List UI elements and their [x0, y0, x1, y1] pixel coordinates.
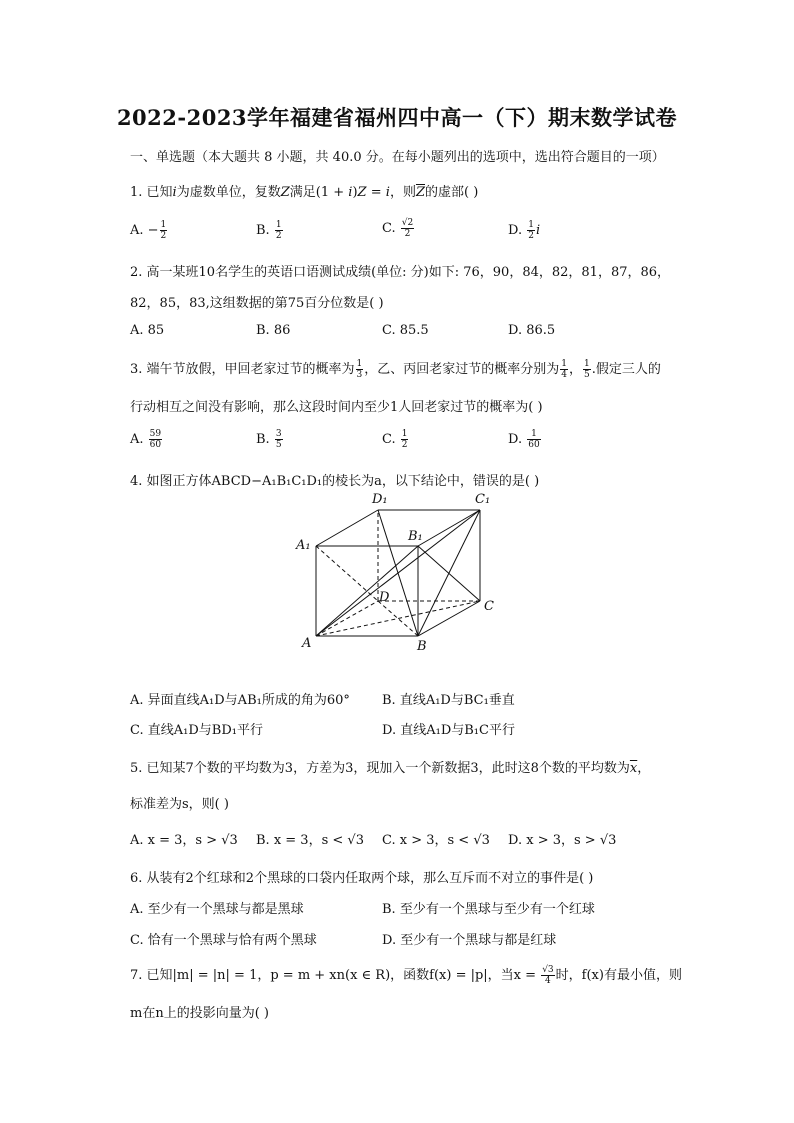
q3-part: .假定三人的: [591, 362, 661, 377]
label-C: C: [484, 599, 494, 614]
q7-part: 时，f(x)有最小值，则: [555, 968, 682, 983]
fraction: [401, 218, 414, 239]
q1-part: 的虚部( ): [425, 185, 479, 200]
q5-option-c[interactable]: C. x > 3，s < √3: [382, 833, 490, 848]
fraction: [160, 220, 168, 241]
numerator: 1: [401, 429, 408, 439]
numerator: 1: [527, 429, 540, 440]
q1-var: i: [385, 185, 390, 200]
fraction: [527, 429, 540, 450]
q1-var: i: [348, 185, 353, 200]
fraction: [527, 220, 535, 241]
q2-option-d[interactable]: D. 86.5: [508, 323, 556, 338]
denominator: 2: [528, 231, 534, 241]
option-label: D.: [508, 223, 527, 238]
denominator: 4: [561, 370, 568, 380]
q1-part: 1. 已知: [130, 185, 173, 200]
question-2-line-2: 82，85，83,这组数据的第75百分位数是( ): [130, 296, 384, 311]
q1-part: 满足(1 +: [289, 185, 349, 200]
q4-option-a[interactable]: A. 异面直线A₁D与AB₁所成的角为60°: [130, 693, 350, 708]
option-label: C.: [382, 432, 400, 447]
label-C1: C₁: [475, 492, 491, 507]
option-label: B.: [256, 432, 274, 447]
option-label: A. −: [130, 223, 159, 238]
q6-option-b[interactable]: B. 至少有一个黑球与至少有一个红球: [382, 902, 595, 917]
question-7-line-1: [130, 964, 682, 986]
denominator: 2: [404, 229, 411, 239]
q1-part: ，则: [389, 185, 416, 200]
hidden-A-D: [316, 601, 378, 636]
numerator: 1: [356, 359, 363, 369]
q2-option-c[interactable]: C. 85.5: [382, 323, 429, 338]
q3-option-a[interactable]: [130, 429, 163, 450]
denominator: 60: [149, 440, 162, 450]
fraction: [275, 429, 283, 450]
diag-A-C1: [316, 510, 480, 636]
question-4-line-1: 4. 如图正方体ABCD−A₁B₁C₁D₁的棱长为a，以下结论中，错误的是( ): [130, 474, 540, 489]
q5-option-a[interactable]: A. x = 3，s > √3: [130, 833, 238, 848]
denominator: 3: [356, 370, 363, 380]
exam-title: 2022-2023学年福建省福州四中高一（下）期末数学试卷: [116, 105, 678, 130]
q3-option-c[interactable]: [382, 429, 409, 450]
q3-option-d[interactable]: [508, 429, 542, 450]
q7-part: 7. 已知|m| = |n| = 1，p = m + xn(x ∈ R)，函数f(x) = |p|，当x =: [130, 968, 541, 983]
label-D1: D₁: [372, 492, 388, 507]
q6-option-c[interactable]: C. 恰有一个黑球与恰有两个黑球: [130, 933, 317, 948]
numerator: √2: [401, 218, 414, 228]
q1-var: i: [535, 223, 541, 238]
edge-B-C: [418, 601, 480, 636]
numerator: 1: [160, 220, 167, 230]
question-2-line-1: 2. 高一某班10名学生的英语口语测试成绩(单位: 分)如下: 76，90，84，82，81，87，86，: [130, 265, 671, 280]
label-A: A: [302, 636, 312, 651]
question-6-line-1: 6. 从装有2个红球和2个黑球的口袋内任取两个球，那么互斥而不对立的事件是( ): [130, 871, 594, 886]
question-1: [130, 181, 478, 200]
question-3-line-1: [130, 358, 661, 380]
denominator: 60: [528, 440, 540, 450]
denominator: 4: [545, 976, 551, 986]
q3-part: 3. 端午节放假，甲回老家过节的概率为: [130, 362, 355, 377]
q5-part: 5. 已知某7个数的平均数为3，方差为3，现加入一个新数据3，此时这8个数的平均数为: [130, 761, 630, 776]
numerator: √3: [542, 965, 554, 975]
option-label: A.: [130, 432, 148, 447]
x-bar: $\overline{x}$: [629, 761, 638, 776]
q1-part: ): [352, 185, 358, 200]
numerator: 1: [584, 359, 590, 369]
q6-option-a[interactable]: A. 至少有一个黑球与都是黑球: [130, 902, 304, 917]
question-5-line-2: 标准差为s，则( ): [130, 797, 229, 812]
question-5-line-1: 5. 已知某7个数的平均数为3，方差为3，现加入一个新数据3，此时这8个数的平均数为$\overline{x}$，: [130, 761, 651, 776]
numerator: 1: [561, 359, 568, 369]
q4-option-b[interactable]: B. 直线A₁D与BC₁垂直: [382, 693, 515, 708]
fraction: [401, 429, 409, 450]
label-B: B: [417, 639, 427, 653]
fraction: [583, 359, 591, 380]
denominator: 5: [584, 370, 590, 380]
numerator: 1: [528, 220, 534, 230]
q1-var: Z: [280, 185, 290, 200]
q5-option-b[interactable]: B. x = 3，s < √3: [256, 833, 364, 848]
fraction: [560, 359, 568, 380]
section-heading: 一、单选题（本大题共 8 小题，共 40.0 分。在每小题列出的选项中，选出符合题目的一项）: [130, 150, 665, 165]
label-A1: A₁: [296, 538, 311, 553]
q4-option-c[interactable]: C. 直线A₁D与BD₁平行: [130, 723, 263, 738]
edge-A1-D1: [316, 510, 378, 546]
fraction: [275, 220, 283, 241]
option-label: B.: [256, 223, 274, 238]
question-3-line-2: 行动相互之间没有影响，那么这段时间内至少1人回老家过节的概率为( ): [130, 400, 543, 415]
q1-option-c[interactable]: [382, 218, 415, 239]
q1-part: 为虚数单位，复数: [176, 185, 281, 200]
denominator: 2: [160, 231, 167, 241]
q3-part: ，: [569, 362, 583, 377]
q1-var: Z: [357, 185, 367, 200]
option-label: D.: [508, 432, 527, 447]
q3-option-b[interactable]: [256, 429, 284, 450]
numerator: 59: [149, 429, 162, 439]
question-7-line-2: m在n上的投影向量为( ): [130, 1006, 269, 1021]
q5-option-d[interactable]: D. x > 3，s > √3: [508, 833, 617, 848]
cube-figure: [290, 488, 510, 653]
q6-option-d[interactable]: D. 至少有一个黑球与都是红球: [382, 933, 557, 948]
q2-option-b[interactable]: B. 86: [256, 323, 291, 338]
q3-part: ，乙、丙回老家过节的概率分别为: [364, 362, 560, 377]
q1-option-a[interactable]: [130, 220, 168, 241]
q4-option-d[interactable]: D. 直线A₁D与B₁C平行: [382, 723, 515, 738]
diag-B-C1: [418, 510, 480, 636]
q2-option-a[interactable]: A. 85: [130, 323, 165, 338]
fraction: [356, 359, 364, 380]
q1-option-b[interactable]: [256, 220, 284, 241]
label-D: D: [379, 590, 390, 605]
numerator: 1: [275, 220, 282, 230]
option-label: C.: [382, 221, 400, 236]
denominator: 2: [275, 231, 282, 241]
numerator: 3: [275, 429, 282, 439]
fraction: [149, 429, 162, 450]
q1-var: $\overline{Z}$: [415, 185, 425, 200]
q1-option-d[interactable]: [508, 220, 540, 241]
q1-part: =: [366, 185, 386, 200]
denominator: 2: [401, 440, 408, 450]
hidden-A1-D: [316, 546, 378, 601]
diag-A-B1: [316, 546, 418, 636]
fraction: [541, 965, 554, 986]
label-B1: B₁: [408, 529, 423, 544]
denominator: 5: [275, 440, 282, 450]
q1-var: i: [172, 185, 177, 200]
hidden-A-C: [316, 601, 480, 636]
